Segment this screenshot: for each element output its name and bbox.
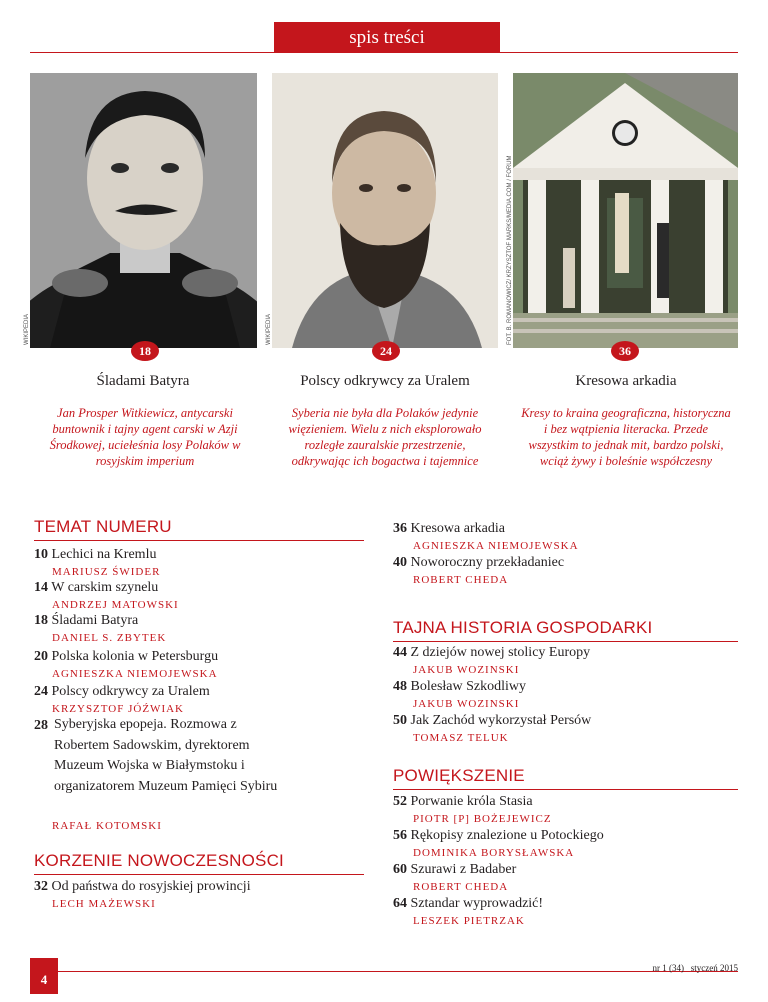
toc-author: DANIEL S. ZBYTEK — [52, 632, 167, 644]
toc-author: ROBERT CHEDA — [413, 574, 509, 586]
photo-credit: FOT. B. ROMANOWICZ/ KRZYSZTOF MARKS/MEDIA.COM / FORUM — [507, 155, 513, 345]
toc-author: MARIUSZ ŚWIDER — [52, 566, 161, 578]
section-heading: KORZENIE NOWOCZESNOŚCI — [34, 851, 284, 870]
toc-entry[interactable]: 48 Bolesław Szkodliwy — [393, 679, 526, 694]
photo-credit: WIKIPEDIA — [24, 313, 30, 345]
feature-title[interactable]: Śladami Batyra — [96, 373, 190, 389]
feature-page-badge[interactable]: 18 — [131, 341, 159, 361]
feature-description: Kresy to kraina geograficzna, historyczna i bez wątpienia literacka. Przede wszystkim to jednak mit, bardzo polski, wciąż żywy i boleśnie współczesny — [521, 406, 731, 468]
section-rule — [34, 540, 364, 541]
section-heading: TEMAT NUMERU — [34, 517, 172, 536]
toc-author: AGNIESZKA NIEMOJEWSKA — [413, 540, 579, 552]
toc-author: JAKUB WOZINSKI — [413, 698, 520, 710]
section-heading: TAJNA HISTORIA GOSPODARKI — [393, 618, 653, 637]
feature-description: Syberia nie była dla Polaków jedynie więzieniem. Wielu z nich eksplorowało rozległe zauralskie przestrzenie, odkrywając ich bogactwa i tajemnice — [288, 406, 482, 468]
section-rule — [393, 641, 738, 642]
section-rule — [34, 874, 364, 875]
toc-author: TOMASZ TELUK — [413, 732, 509, 744]
issue-info: nr 1 (34) styczeń 2015 — [652, 963, 738, 973]
toc-author: JAKUB WOZINSKI — [413, 664, 520, 676]
feature-page-badge[interactable]: 24 — [372, 341, 400, 361]
toc-entry[interactable]: 52 Porwanie króla Stasia — [393, 794, 533, 809]
toc-entry-num[interactable]: 28 — [34, 718, 48, 733]
toc-entry[interactable]: 40 Noworoczny przekładaniec — [393, 555, 565, 570]
feature-title[interactable]: Polscy odkrywcy za Uralem — [300, 373, 470, 389]
toc-entry[interactable]: 56 Rękopisy znalezione u Potockiego — [393, 828, 604, 843]
feature-page-badge[interactable]: 36 — [611, 341, 639, 361]
toc-entry[interactable]: 24 Polscy odkrywcy za Uralem — [34, 684, 210, 699]
toc-author: LESZEK PIETRZAK — [413, 915, 525, 927]
toc-entry[interactable]: 64 Sztandar wyprowadzić! — [393, 896, 544, 911]
toc-entry[interactable]: 20 Polska kolonia w Petersburgu — [34, 649, 219, 664]
photo-credit: WIKIPEDIA — [266, 313, 272, 345]
toc-author: ROBERT CHEDA — [413, 881, 509, 893]
toc-author: PIOTR [P] BOŻEJEWICZ — [413, 813, 552, 825]
feature-description: Jan Prosper Witkiewicz, antycarski buntownik i tajny agent carski w Azji Środkowej, uciełeśnia losy Polaków w rosyjskim imperium — [49, 406, 241, 468]
toc-entry-title[interactable]: Syberyjska epopeja. Rozmowa z Robertem Sadowskim, dyrektorem Muzeum Wojska w Białymstoku i organizatorem Muzeum Pamięci Sybiru — [54, 717, 278, 794]
section-heading: POWIĘKSZENIE — [393, 766, 525, 785]
toc-entry[interactable]: 32 Od państwa do rosyjskiej prowincji — [34, 879, 251, 894]
toc-author: DOMINIKA BORYSŁAWSKA — [413, 847, 575, 859]
portrait-photo-explorer — [272, 73, 498, 348]
feature-title[interactable]: Kresowa arkadia — [575, 373, 677, 389]
toc-entry[interactable]: 36 Kresowa arkadia — [393, 521, 505, 536]
section-rule — [393, 789, 738, 790]
toc-entry[interactable]: 44 Z dziejów nowej stolicy Europy — [393, 645, 591, 660]
manor-house-photo — [513, 73, 738, 348]
toc-author: AGNIESZKA NIEMOJEWSKA — [52, 668, 218, 680]
toc-author: ANDRZEJ MATOWSKI — [52, 599, 179, 611]
toc-entry[interactable]: 18 Śladami Batyra — [34, 613, 139, 628]
toc-entry[interactable]: 60 Szurawi z Badaber — [393, 862, 517, 877]
toc-author: LECH MAŻEWSKI — [52, 898, 156, 910]
toc-entry[interactable]: 10 Lechici na Kremlu — [34, 547, 157, 562]
toc-entry[interactable]: 14 W carskim szynelu — [34, 580, 159, 595]
portrait-photo-witkiewicz — [30, 73, 257, 348]
section-header: spis treści — [274, 22, 500, 53]
toc-author: KRZYSZTOF JÓŹWIAK — [52, 703, 184, 715]
toc-entry[interactable]: 50 Jak Zachód wykorzystał Persów — [393, 713, 592, 728]
toc-author: RAFAŁ KOTOMSKI — [52, 820, 162, 832]
footer-rule — [30, 971, 738, 972]
page-number: 4 — [30, 958, 58, 994]
